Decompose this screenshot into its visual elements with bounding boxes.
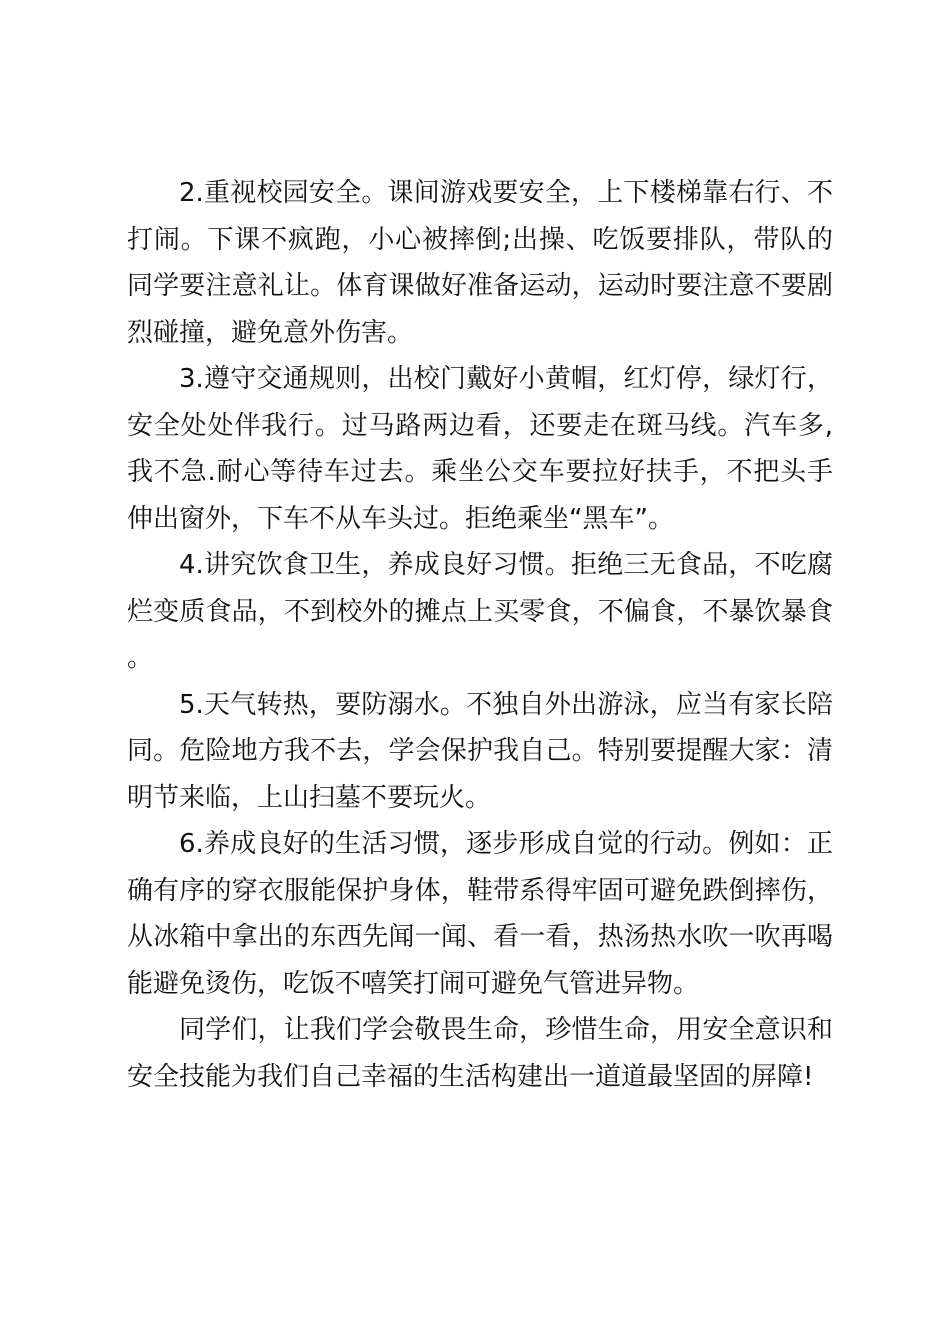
paragraph-campus-safety: 2.重视校园安全。课间游戏要安全，上下楼梯靠右行、不打闹。下课不疯跑，小心被摔倒;出操、吃饭要排队，带队的同学要注意礼让。体育课做好准备运动，运动时要注意不要剧烈碰撞，避免意外伤害。 — [127, 178, 833, 348]
paragraph-food-hygiene: 4.讲究饮食卫生，养成良好习惯。拒绝三无食品，不吃腐烂变质食品，不到校外的摊点上买零食，不偏食，不暴饮暴食。 — [127, 550, 833, 673]
paragraph-traffic-rules: 3.遵守交通规则，出校门戴好小黄帽，红灯停，绿灯行，安全处处伴我行。过马路两边看，还要走在斑马线。汽车多,我不急.耐心等待车过去。乘坐公交车要拉好扶手，不把头手伸出窗外，下车不从车头过。拒绝乘坐“黑车”。 — [127, 364, 833, 534]
paragraph-living-habits: 6.养成良好的生活习惯，逐步形成自觉的行动。例如：正确有序的穿衣服能保护身体，鞋带系得牢固可避免跌倒摔伤，从冰箱中拿出的东西先闻一闻、看一看，热汤热水吹一吹再喝能避免烫伤，吃饭不嘻笑打闹可避免气管进异物。 — [127, 829, 833, 999]
paragraph-drowning-prevention: 5.天气转热，要防溺水。不独自外出游泳，应当有家长陪同。危险地方我不去，学会保护我自己。特别要提醒大家：清明节来临，上山扫墓不要玩火。 — [127, 689, 833, 813]
paragraph-closing: 同学们，让我们学会敬畏生命，珍惜生命，用安全意识和安全技能为我们自己幸福的生活构建出一道道最坚固的屏障! — [127, 1015, 833, 1092]
document-body — [127, 170, 833, 1100]
